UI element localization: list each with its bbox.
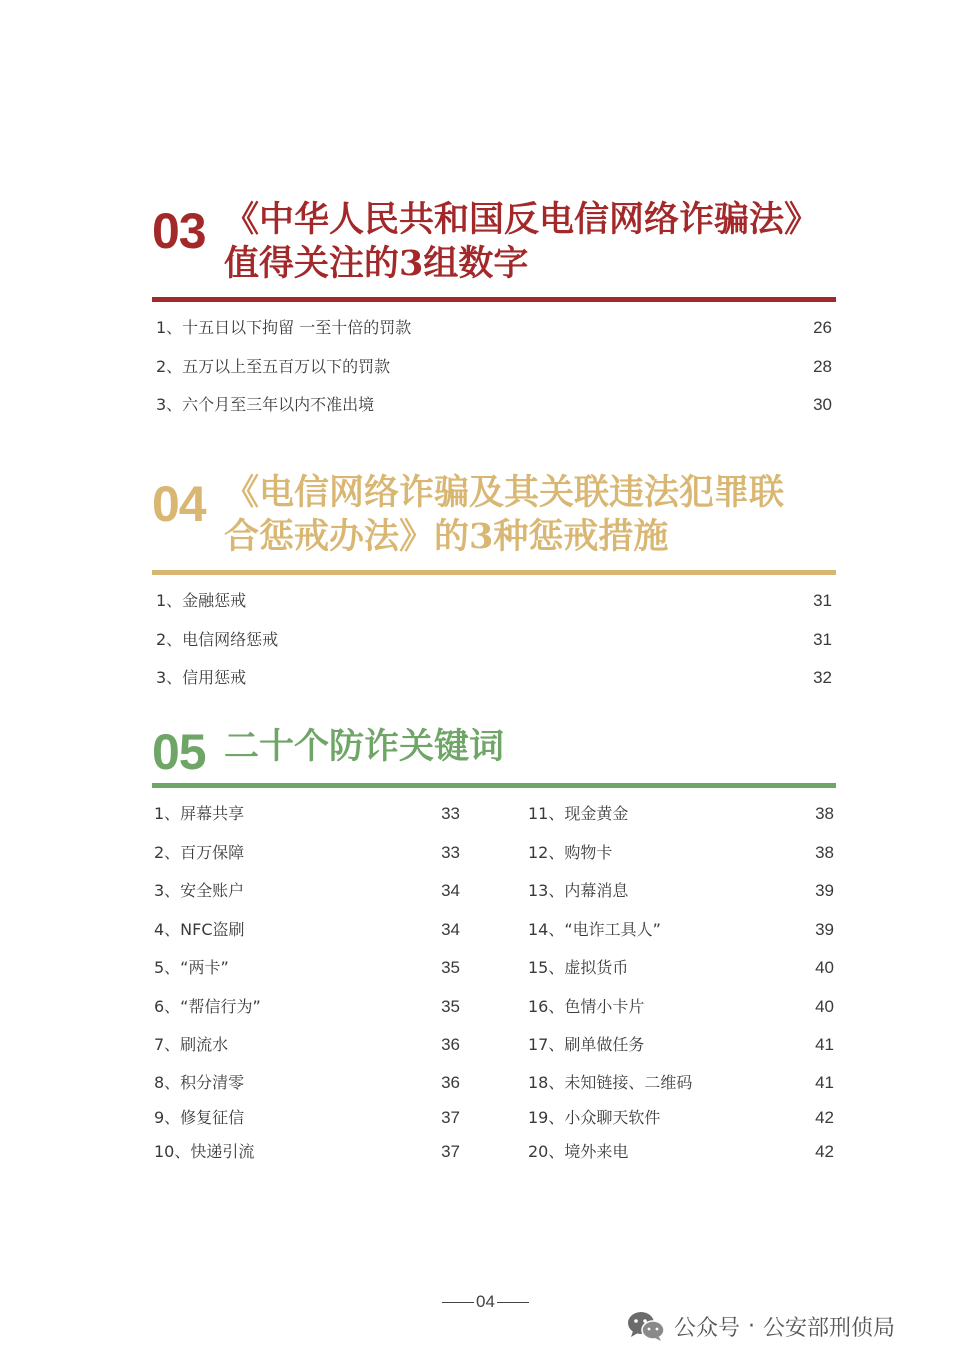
keyword-entry-page: 34: [441, 920, 460, 939]
keyword-entry-label: 18、未知链接、二维码: [528, 1073, 693, 1092]
keyword-entry-label: 1、屏幕共享: [154, 804, 245, 823]
keyword-entry[interactable]: [528, 841, 834, 865]
toc-entry[interactable]: [152, 589, 836, 613]
toc-entry-page: 31: [813, 591, 832, 610]
keyword-entry[interactable]: [528, 1071, 834, 1095]
page-number-text: 04: [476, 1292, 495, 1311]
keyword-entry-label: 8、积分清零: [154, 1073, 245, 1092]
toc-entry-page: 30: [813, 395, 832, 414]
section-divider: [152, 297, 836, 302]
keyword-entry-page: 34: [441, 881, 460, 900]
keyword-entry-page: 35: [441, 997, 460, 1016]
keyword-entry-page: 33: [441, 843, 460, 862]
keyword-entry[interactable]: [528, 879, 834, 903]
toc-entry-page: 31: [813, 630, 832, 649]
keyword-entry-label: 2、百万保障: [154, 843, 245, 862]
keyword-entry-page: 40: [815, 958, 834, 977]
keyword-entry-label: 20、境外来电: [528, 1142, 629, 1161]
keyword-entry-page: 33: [441, 804, 460, 823]
section-title-line1: 《中华人民共和国反电信网络诈骗法》: [224, 199, 820, 240]
keyword-entry-page: 39: [815, 920, 834, 939]
section-title: 二十个防诈关键词: [224, 726, 505, 767]
keyword-entry-page: 35: [441, 958, 460, 977]
keyword-entry[interactable]: [154, 879, 460, 903]
keyword-entry-label: 17、刷单做任务: [528, 1035, 645, 1054]
toc-entry[interactable]: [152, 355, 836, 379]
keyword-entry-label: 10、快递引流: [154, 1142, 255, 1161]
watermark-label: 公众号: [674, 1315, 741, 1341]
keyword-entry-page: 41: [815, 1035, 834, 1054]
keyword-entry[interactable]: [528, 802, 834, 826]
keyword-entry-label: 15、虚拟货币: [528, 958, 629, 977]
keyword-entry[interactable]: [154, 956, 460, 980]
watermark-account-name: 公安部刑侦局: [763, 1315, 896, 1341]
keyword-entry[interactable]: [154, 1071, 460, 1095]
toc-entry-page: 32: [813, 668, 832, 687]
keyword-entry-label: 13、内幕消息: [528, 881, 629, 900]
keyword-entry[interactable]: [154, 995, 460, 1019]
toc-entry-label: 1、十五日以下拘留 一至十倍的罚款: [156, 318, 412, 337]
keyword-entry-label: 9、修复征信: [154, 1108, 245, 1127]
toc-entry[interactable]: [152, 316, 836, 340]
wechat-icon: [626, 1310, 666, 1342]
keyword-entry-page: 37: [441, 1142, 460, 1161]
toc-entry-label: 1、金融惩戒: [156, 591, 247, 610]
keyword-entry-page: 38: [815, 843, 834, 862]
keyword-entry-label: 14、“电诈工具人”: [528, 920, 661, 939]
keyword-entry[interactable]: [154, 918, 460, 942]
keyword-entry[interactable]: [154, 802, 460, 826]
keyword-entry[interactable]: [528, 956, 834, 980]
page-number-rule: [442, 1302, 474, 1303]
toc-entry-label: 2、电信网络惩戒: [156, 630, 279, 649]
keyword-entry-label: 19、小众聊天软件: [528, 1108, 661, 1127]
keyword-entry-label: 16、色情小卡片: [528, 997, 645, 1016]
keyword-entry-label: 4、NFC盗刷: [154, 920, 245, 939]
keyword-entry-page: 37: [441, 1108, 460, 1127]
section-title-line2: 值得关注的3组数字: [224, 243, 529, 284]
keyword-entry-page: 39: [815, 881, 834, 900]
keyword-entry-label: 5、“两卡”: [154, 958, 229, 977]
keyword-entry[interactable]: [154, 1033, 460, 1057]
page-number-rule: [497, 1302, 529, 1303]
keyword-entry[interactable]: [528, 1106, 834, 1130]
wechat-watermark: [626, 1306, 895, 1346]
toc-entry-label: 3、六个月至三年以内不准出境: [156, 395, 375, 414]
keyword-entry-label: 3、安全账户: [154, 881, 245, 900]
keyword-entry[interactable]: [154, 1106, 460, 1130]
keyword-entry-label: 7、刷流水: [154, 1035, 229, 1054]
keyword-entry-page: 41: [815, 1073, 834, 1092]
keyword-entry[interactable]: [528, 995, 834, 1019]
toc-entry-page: 28: [813, 357, 832, 376]
keyword-entry-page: 36: [441, 1035, 460, 1054]
keyword-entry-label: 12、购物卡: [528, 843, 613, 862]
section-number: 04: [152, 476, 206, 532]
toc-entry[interactable]: [152, 666, 836, 690]
keyword-entry[interactable]: [528, 918, 834, 942]
section-number: 05: [152, 724, 206, 780]
section-number: 03: [152, 203, 206, 259]
keyword-entry-page: 38: [815, 804, 834, 823]
keyword-entry-label: 6、“帮信行为”: [154, 997, 261, 1016]
keyword-entry-page: 36: [441, 1073, 460, 1092]
keyword-entry-page: 40: [815, 997, 834, 1016]
keyword-entry[interactable]: [154, 1140, 460, 1164]
toc-entry-label: 3、信用惩戒: [156, 668, 247, 687]
keyword-entry[interactable]: [154, 841, 460, 865]
keyword-entry[interactable]: [528, 1140, 834, 1164]
keyword-entry-page: 42: [815, 1108, 834, 1127]
keyword-entry-label: 11、现金黄金: [528, 804, 629, 823]
keyword-entry[interactable]: [528, 1033, 834, 1057]
toc-entry-label: 2、五万以上至五百万以下的罚款: [156, 357, 391, 376]
toc-entry[interactable]: [152, 628, 836, 652]
section-divider: [152, 783, 836, 788]
section-title-line2: 合惩戒办法》的3种惩戒措施: [224, 516, 669, 557]
toc-entry-page: 26: [813, 318, 832, 337]
section-divider: [152, 570, 836, 575]
watermark-separator: ·: [748, 1313, 756, 1339]
keyword-entry-page: 42: [815, 1142, 834, 1161]
toc-entry[interactable]: [152, 393, 836, 417]
section-title-line1: 《电信网络诈骗及其关联违法犯罪联: [224, 472, 785, 513]
